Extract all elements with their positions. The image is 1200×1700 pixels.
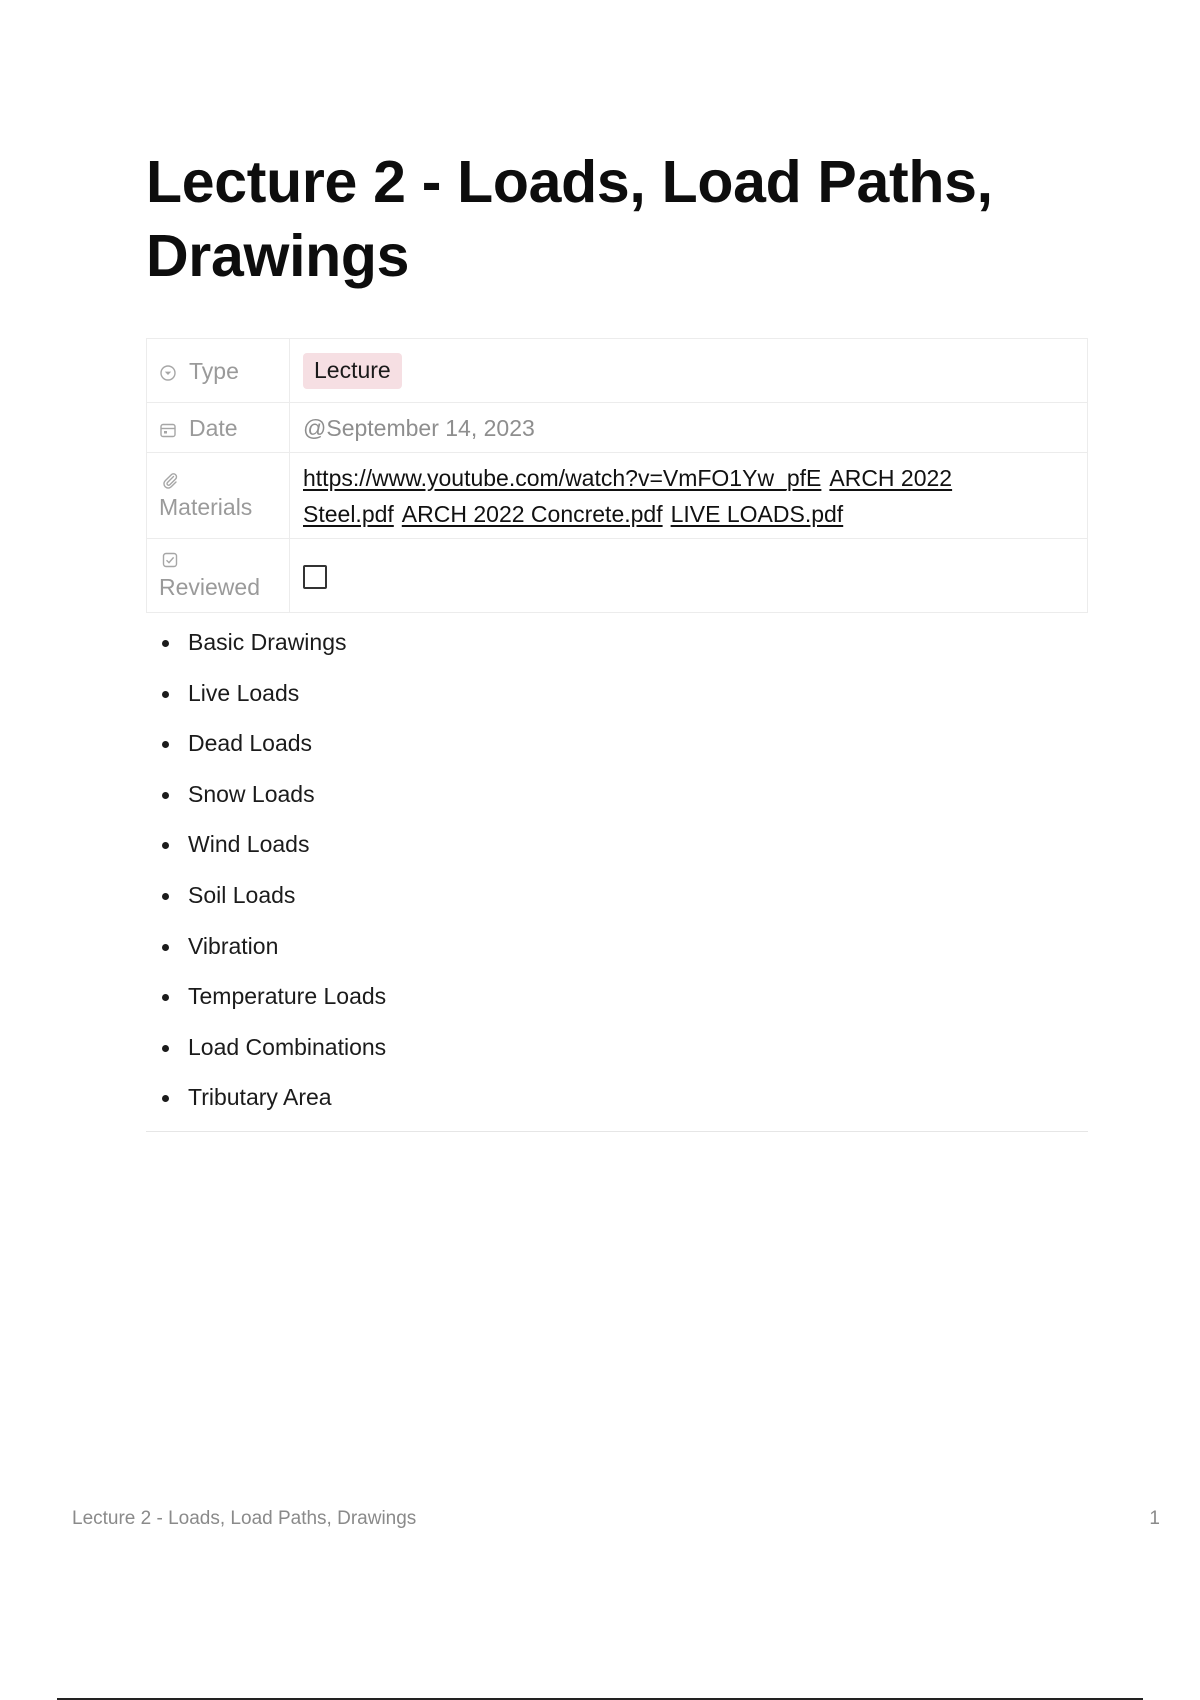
material-link-steel-pdf[interactable]: ARCH 2022 Steel.pdf [303,464,953,527]
list-item: Soil Loads [146,873,1086,924]
property-row-date [147,403,1088,453]
list-item: Dead Loads [146,721,1086,772]
divider [146,1131,1088,1132]
property-value-materials [290,453,1088,539]
property-value-date[interactable] [290,403,1088,453]
type-tag[interactable]: Lecture [303,353,402,389]
reviewed-checkbox[interactable] [303,565,327,589]
footer-title: Lecture 2 - Loads, Load Paths, Drawings [72,1508,417,1529]
calendar-icon [159,421,177,439]
property-label: Type [189,357,239,384]
list-item: Basic Drawings [146,620,1086,671]
material-link-concrete-pdf[interactable]: ARCH 2022 Concrete.pdf [401,500,663,527]
property-label: Materials [159,493,253,520]
list-item: Live Loads [146,671,1086,722]
list-item: Temperature Loads [146,974,1086,1025]
topic-list [146,620,1086,1126]
list-item: Wind Loads [146,822,1086,873]
property-name-materials [147,453,290,539]
list-item: Snow Loads [146,772,1086,823]
material-link-live-loads-pdf[interactable]: LIVE LOADS.pdf [670,500,844,527]
property-label: Reviewed [159,573,260,600]
list-item: Load Combinations [146,1025,1086,1076]
property-row-reviewed [147,539,1088,613]
paperclip-icon [161,471,179,489]
property-row-materials [147,453,1088,539]
property-row-type [147,339,1088,403]
date-mention[interactable]: @September 14, 2023 [303,414,535,441]
material-link-youtube[interactable]: https://www.youtube.com/watch?v=VmFO1Yw_pfE [303,464,822,491]
property-label: Date [189,414,238,441]
checkbox-icon [161,551,179,569]
property-name-date [147,403,290,453]
property-value-type[interactable] [290,339,1088,403]
select-circle-icon [159,364,177,382]
properties-table [146,338,1088,613]
property-name-reviewed [147,539,290,613]
page-title: Lecture 2 - Loads, Load Paths, Drawings [146,149,993,289]
list-item: Tributary Area [146,1075,1086,1126]
page-number: 1 [1149,1508,1160,1529]
property-name-type [147,339,290,403]
property-value-reviewed [290,539,1088,613]
list-item: Vibration [146,924,1086,975]
